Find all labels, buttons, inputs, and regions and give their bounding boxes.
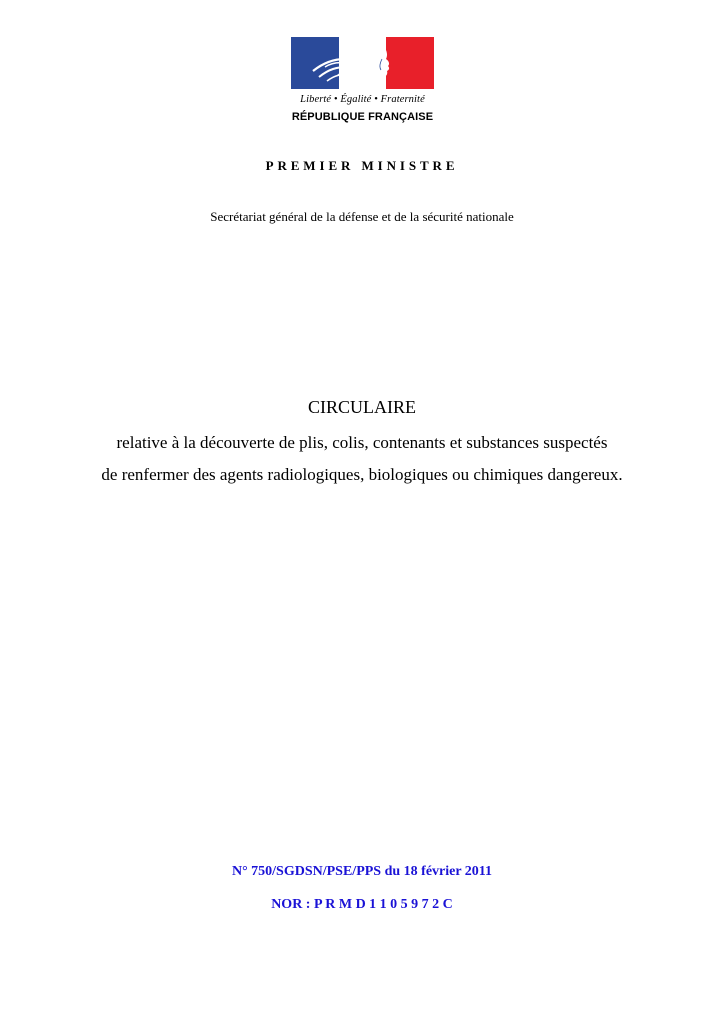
- subject-line-1: relative à la découverte de plis, colis, contenants et substances suspectés: [116, 433, 608, 452]
- document-type: CIRCULAIRE: [308, 397, 416, 417]
- republic-motto: Liberté • Égalité • Fraternité: [300, 94, 425, 105]
- republic-name: RÉPUBLIQUE FRANÇAISE: [291, 111, 434, 123]
- ministry-heading: PREMIER MINISTRE: [265, 158, 459, 173]
- marianne-flag-icon: [291, 37, 434, 89]
- circular-reference-number: N° 750/SGDSN/PSE/PPS du 18 février 2011: [231, 864, 493, 879]
- service-name: Secrétariat général de la défense et de la sécurité nationale: [210, 209, 514, 224]
- subject-line-2: de renfermer des agents radiologiques, biologiques ou chimiques dangereux.: [101, 465, 623, 484]
- nor-code: NOR : P R M D 1 1 0 5 9 7 2 C: [271, 897, 453, 912]
